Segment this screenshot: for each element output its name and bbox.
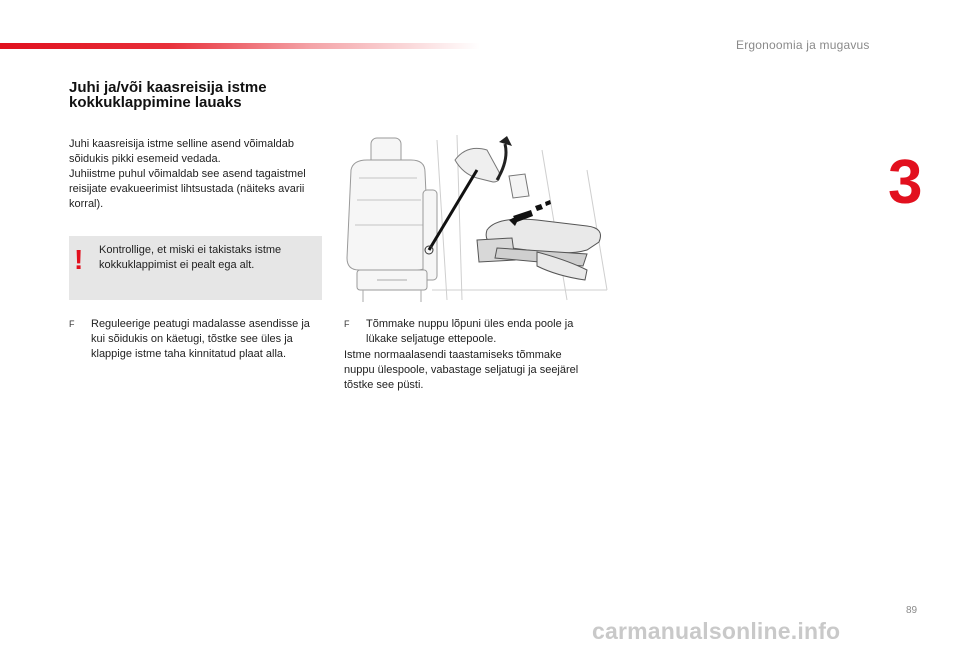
chapter-number: 3 bbox=[888, 148, 923, 217]
step-bullet: F bbox=[69, 319, 75, 329]
section-title: Ergonoomia ja mugavus bbox=[736, 38, 870, 52]
page-number: 89 bbox=[906, 605, 918, 616]
up-arrow-icon bbox=[497, 144, 506, 180]
article-title: Juhi ja/või kaasreisija istme kokkuklappimine lauaks bbox=[69, 79, 267, 111]
intro-paragraph: Juhi kaasreisija istme selline asend võimaldab sõidukis pikki esemeid vedada. bbox=[69, 138, 295, 165]
header-accent-bar bbox=[0, 43, 480, 49]
intro-paragraph: Juhiistme puhul võimaldab see asend tagaistmel reisijate evakueerimist lihtsustada (näiteks avarii korral). bbox=[69, 168, 306, 210]
step-item bbox=[344, 317, 602, 347]
seat-folding-illustration bbox=[337, 130, 615, 305]
restore-instructions: Istme normaalasendi taastamiseks tõmmake nuppu ülespoole, vabastage seljatugi ja seejärel tõstke see püsti. bbox=[344, 349, 579, 391]
step-text: Reguleerige peatugi madalasse asendisse ja kui sõidukis on käetugi, tõstke see üles ja klappige istme taha kinnitatud plaat alla. bbox=[91, 318, 310, 360]
warning-icon: ! bbox=[74, 244, 84, 275]
step-item bbox=[69, 317, 324, 362]
watermark: carmanualsonline.info bbox=[592, 618, 841, 644]
intro-text bbox=[69, 137, 331, 212]
warning-text: Kontrollige, et miski ei takistaks istme kokkuklappimist ei pealt ega alt. bbox=[99, 244, 282, 271]
step-bullet: F bbox=[344, 319, 350, 329]
seat-backrest-icon bbox=[347, 138, 437, 302]
folded-seat-icon bbox=[477, 219, 601, 280]
step-text: Tõmmake nuppu lõpuni üles enda poole ja lükake seljatuge ettepoole. bbox=[366, 318, 574, 345]
